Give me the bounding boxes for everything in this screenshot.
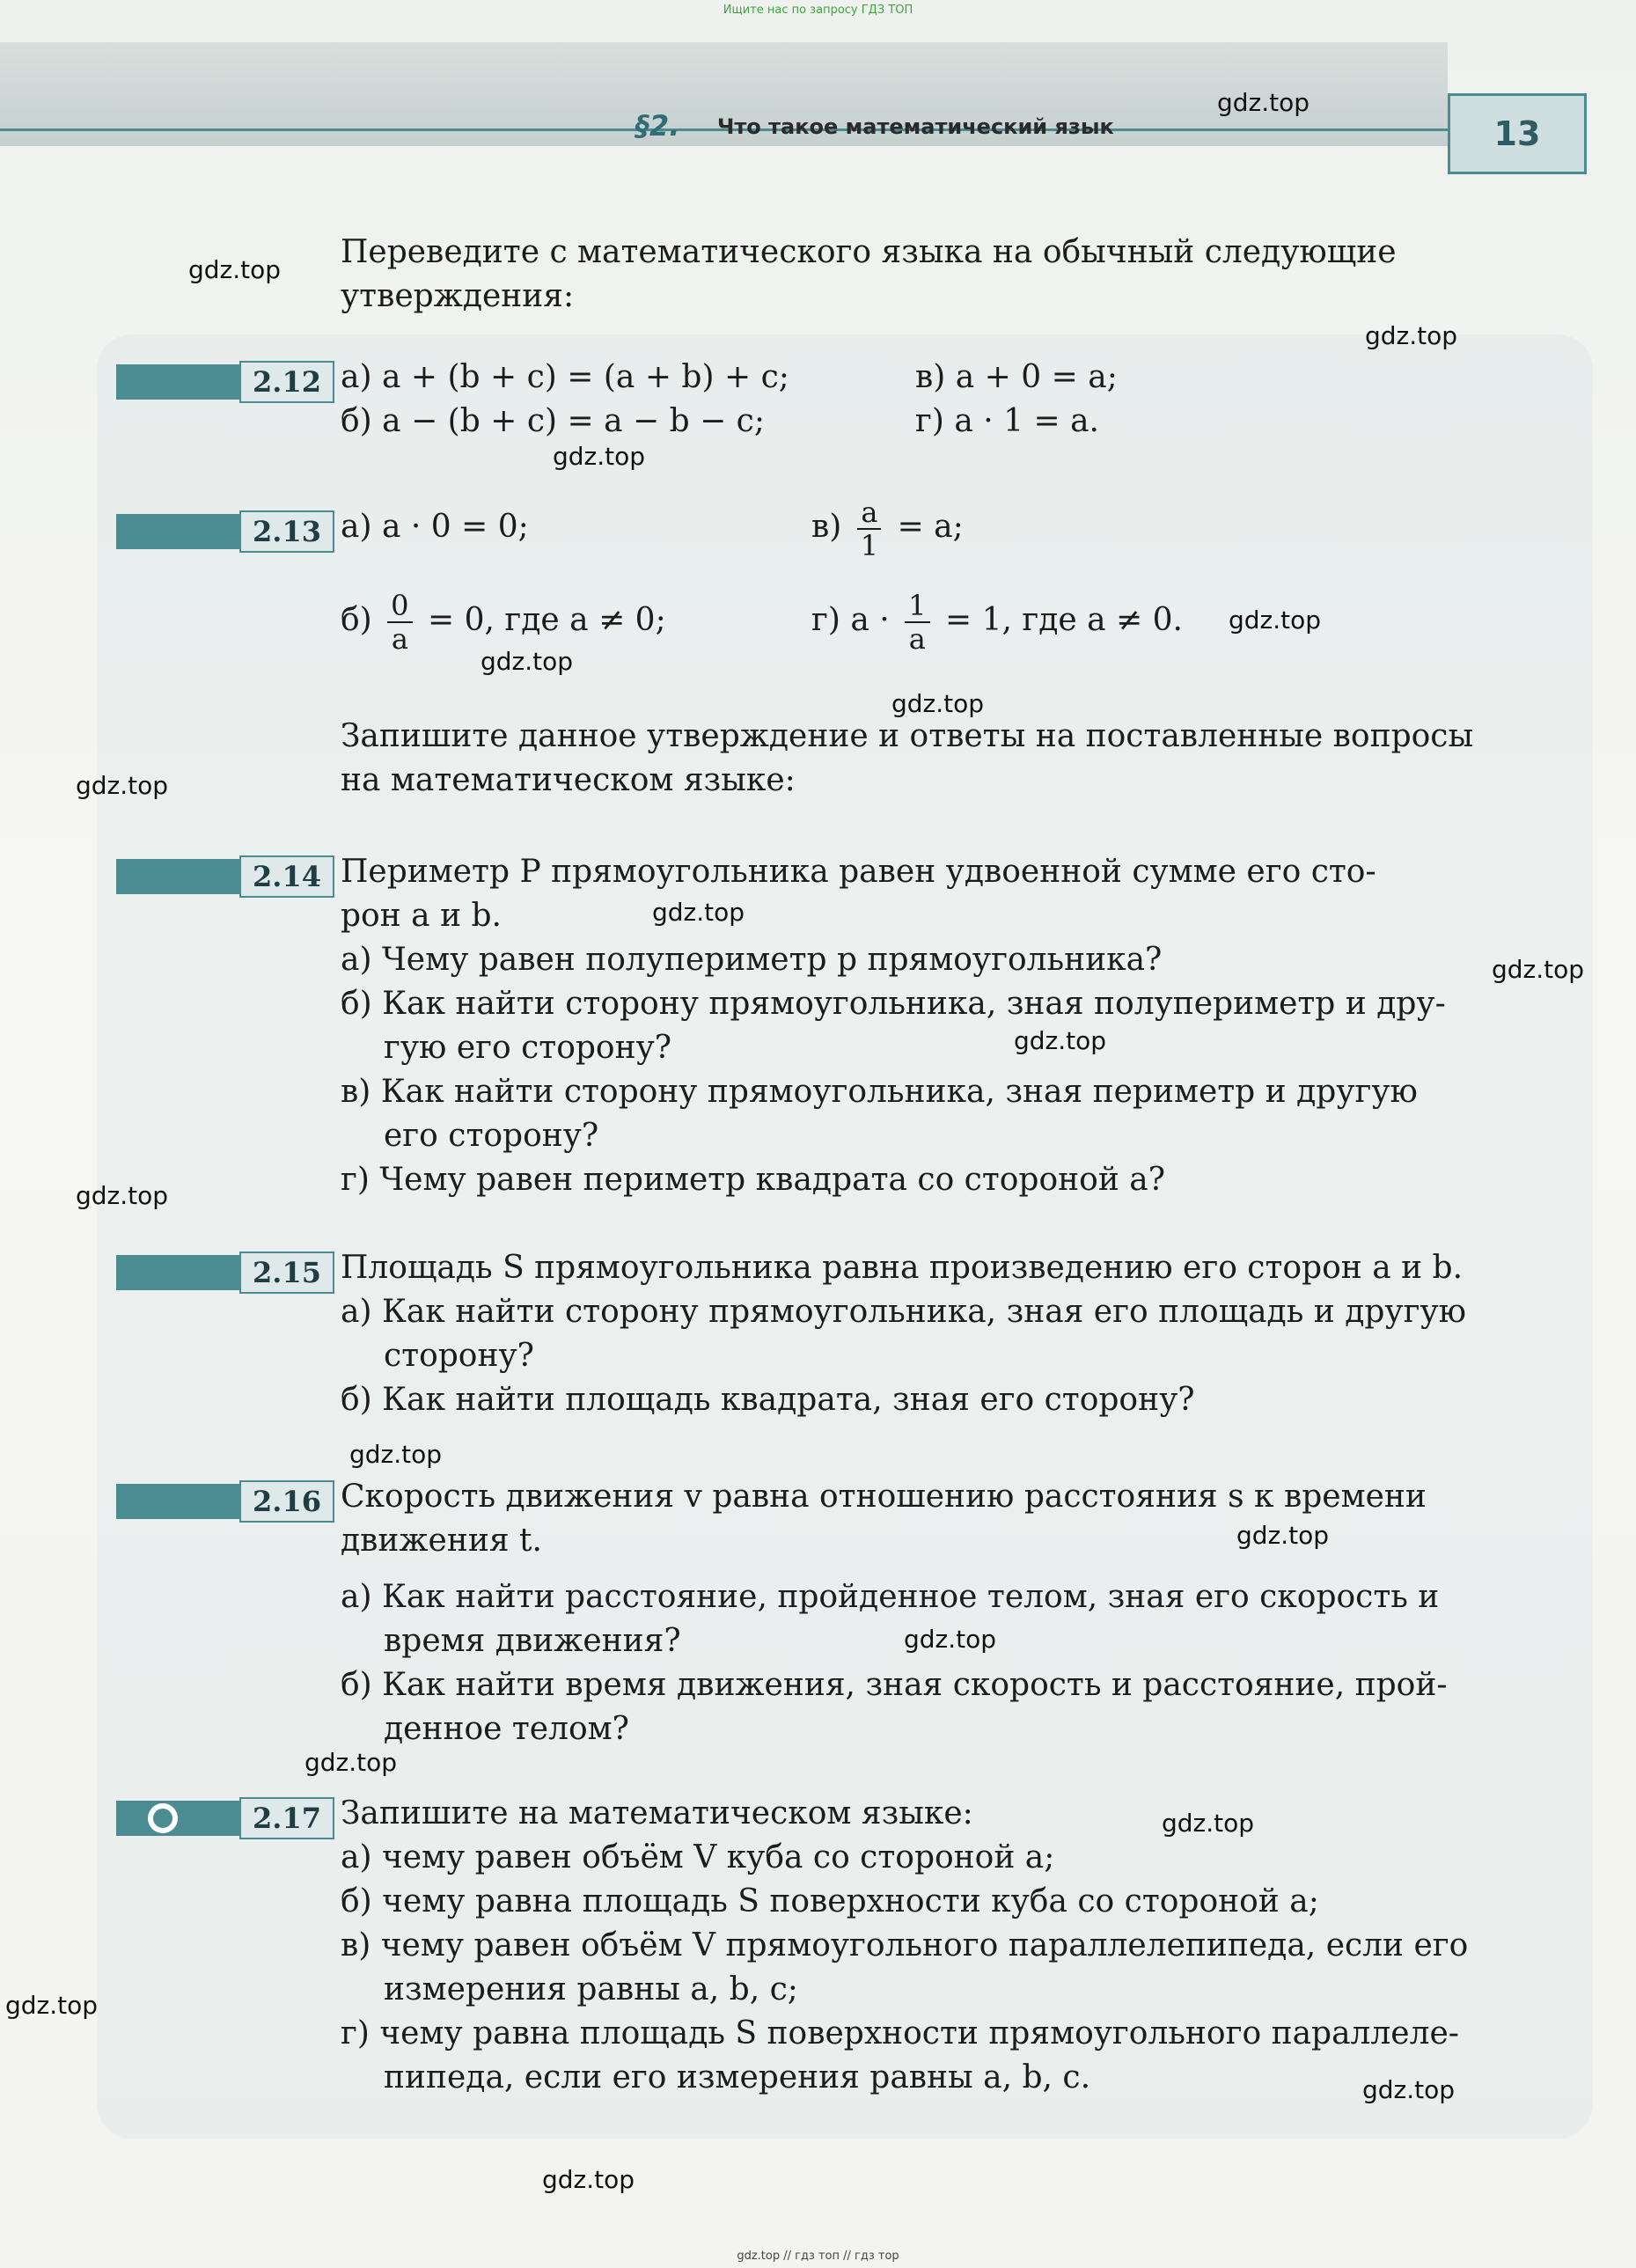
exercise-number: 2.16 xyxy=(239,1480,334,1523)
footer-links: gdz.top // гдз топ // гдз тор xyxy=(737,2250,899,2263)
ex216-item-a-line1: а) Как найти расстояние, пройденное телом, зная его скорость и xyxy=(341,1579,1440,1615)
ex213-item-a: а) a · 0 = 0; xyxy=(341,509,529,545)
watermark: gdz.top xyxy=(481,647,574,676)
intro-translate-line2: утверждения: xyxy=(341,278,575,314)
exercise-number: 2.15 xyxy=(239,1251,334,1294)
watermark: gdz.top xyxy=(904,1625,997,1654)
ex215-item-b: б) Как найти площадь квадрата, зная его сторону? xyxy=(341,1382,1195,1418)
watermark: gdz.top xyxy=(1236,1521,1330,1550)
watermark: gdz.top xyxy=(1162,1809,1255,1838)
watermark: gdz.top xyxy=(652,898,745,927)
intro-write-line2: на математическом языке: xyxy=(341,762,796,798)
watermark: gdz.top xyxy=(188,255,282,284)
ex213-item-b xyxy=(341,588,666,655)
fraction-denominator: a xyxy=(908,622,926,656)
watermark: gdz.top xyxy=(1492,955,1585,984)
ex212-item-b: б) a − (b + c) = a − b − c; xyxy=(341,403,765,439)
ex214-statement-line1: Периметр P прямоугольника равен удвоенной сумме его сто- xyxy=(341,854,1376,890)
ex212-item-g: г) a · 1 = a. xyxy=(915,403,1100,439)
watermark: gdz.top xyxy=(891,689,985,718)
ex217-item-g-line2: пипеда, если его измерения равны a, b, c. xyxy=(384,2059,1091,2096)
ex216-item-a-line2: время движения? xyxy=(384,1623,681,1659)
ex214-item-v-line1: в) Как найти сторону прямоугольника, зная периметр и другую xyxy=(341,1074,1418,1110)
fraction-numerator: 0 xyxy=(387,590,412,623)
watermark: gdz.top xyxy=(553,442,646,471)
fraction-denominator: 1 xyxy=(860,529,879,562)
fraction-numerator: 1 xyxy=(905,590,929,623)
watermark: gdz.top xyxy=(1014,1026,1107,1055)
exercise-number: 2.14 xyxy=(239,855,334,898)
ex214-item-v-line2: его сторону? xyxy=(384,1118,599,1154)
circle-marker-icon xyxy=(148,1803,178,1833)
ex217-statement: Запишите на математическом языке: xyxy=(341,1795,973,1831)
watermark: gdz.top xyxy=(304,1748,398,1777)
ex213-item-v xyxy=(811,495,964,561)
ex213-b-prefix: б) xyxy=(341,602,372,638)
ex215-item-a-line2: сторону? xyxy=(384,1338,534,1374)
ex213-b-suffix: = 0, где a ≠ 0; xyxy=(427,602,666,638)
ex217-item-v-line2: измерения равны a, b, c; xyxy=(384,1971,798,2007)
watermark: gdz.top xyxy=(5,1991,99,2020)
ex212-item-v: в) a + 0 = a; xyxy=(915,359,1118,395)
section-title: Что такое математический язык xyxy=(717,114,1114,139)
ex213-item-g xyxy=(811,588,1183,655)
ex214-item-g: г) Чему равен периметр квадрата со стороной a? xyxy=(341,1162,1166,1198)
ex213-b-fraction xyxy=(387,590,412,655)
ex216-item-b-line1: б) Как найти время движения, зная скорость и расстояние, прой- xyxy=(341,1667,1448,1703)
section-number: §2. xyxy=(635,109,680,143)
fraction-denominator: a xyxy=(391,622,408,656)
top-notice: Ищите нас по запросу ГДЗ ТОП xyxy=(723,4,913,17)
exercise-number: 2.17 xyxy=(239,1797,334,1839)
watermark: gdz.top xyxy=(76,1181,169,1210)
watermark: gdz.top xyxy=(1217,88,1310,117)
ex215-item-a-line1: а) Как найти сторону прямоугольника, зная его площадь и другую xyxy=(341,1294,1466,1330)
intro-write-line1: Запишите данное утверждение и ответы на поставленные вопросы xyxy=(341,718,1474,754)
watermark: gdz.top xyxy=(76,771,169,800)
ex214-item-b-line1: б) Как найти сторону прямоугольника, зная полупериметр и дру- xyxy=(341,986,1446,1022)
intro-translate-line1: Переведите с математического языка на обычный следующие xyxy=(341,234,1397,270)
ex214-statement-line2: рон a и b. xyxy=(341,898,502,934)
watermark: gdz.top xyxy=(349,1440,443,1469)
exercise-number: 2.12 xyxy=(239,361,334,403)
ex217-item-v-line1: в) чему равен объём V прямоугольного параллелепипеда, если его xyxy=(341,1927,1469,1963)
watermark: gdz.top xyxy=(542,2165,635,2194)
exercise-number: 2.13 xyxy=(239,510,334,553)
ex213-g-prefix: г) a · xyxy=(811,602,890,638)
watermark: gdz.top xyxy=(1229,606,1322,635)
ex216-statement-line1: Скорость движения v равна отношению расстояния s к времени xyxy=(341,1479,1427,1515)
ex217-item-b: б) чему равна площадь S поверхности куба со стороной a; xyxy=(341,1883,1319,1919)
fraction-numerator: a xyxy=(857,496,881,530)
page-header xyxy=(0,26,1636,185)
ex214-item-a: а) Чему равен полупериметр p прямоугольника? xyxy=(341,942,1163,978)
ex216-statement-line2: движения t. xyxy=(341,1523,542,1559)
ex216-item-b-line2: денное телом? xyxy=(384,1711,629,1747)
ex214-item-b-line2: гую его сторону? xyxy=(384,1030,672,1066)
ex213-g-suffix: = 1, где a ≠ 0. xyxy=(944,602,1184,638)
page-number: 13 xyxy=(1448,93,1587,174)
ex217-item-a: а) чему равен объём V куба со стороной a; xyxy=(341,1839,1055,1875)
watermark: gdz.top xyxy=(1365,321,1458,350)
ex213-v-suffix: = a; xyxy=(897,509,964,545)
watermark: gdz.top xyxy=(1362,2075,1456,2104)
ex213-g-fraction xyxy=(905,590,929,655)
ex213-v-fraction xyxy=(857,496,882,561)
ex215-statement: Площадь S прямоугольника равна произведению его сторон a и b. xyxy=(341,1250,1464,1286)
ex217-item-g-line1: г) чему равна площадь S поверхности прямоугольного параллеле- xyxy=(341,2015,1459,2051)
ex213-v-prefix: в) xyxy=(811,509,842,545)
ex212-item-a: а) a + (b + c) = (a + b) + c; xyxy=(341,359,789,395)
